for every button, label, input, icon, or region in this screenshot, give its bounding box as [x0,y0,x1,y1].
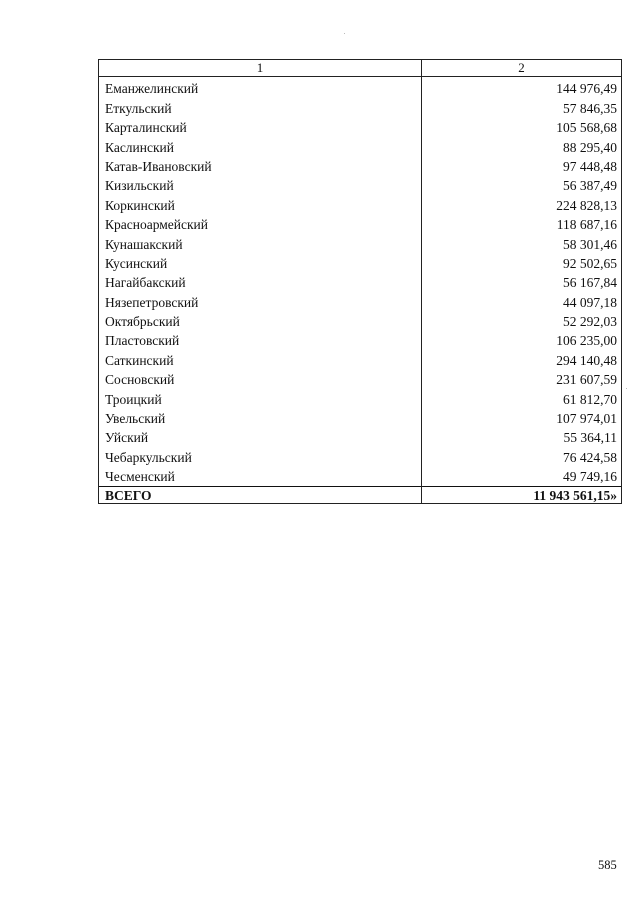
district-amount: 294 140,48 [422,350,622,369]
district-name: Каслинский [99,137,422,156]
column-header-1: 1 [99,60,422,77]
district-amount: 61 812,70 [422,389,622,408]
district-amount: 107 974,01 [422,409,622,428]
total-label: ВСЕГО [99,487,422,504]
table-row [99,157,622,176]
scan-speck [344,33,345,34]
district-name: Катав-Ивановский [99,157,422,176]
table-row [99,273,622,292]
district-name: Нагайбакский [99,273,422,292]
table-row [99,389,622,408]
table-row [99,447,622,466]
table-row [99,176,622,195]
table-row [99,370,622,389]
table-row [99,409,622,428]
district-amount: 56 387,49 [422,176,622,195]
table-row [99,331,622,350]
district-name: Нязепетровский [99,292,422,311]
table-row [99,98,622,117]
district-name: Чебаркульский [99,447,422,466]
district-amount: 44 097,18 [422,292,622,311]
district-name: Красноармейский [99,215,422,234]
district-name: Троицкий [99,389,422,408]
district-name: Еманжелинский [99,77,422,99]
district-amount: 97 448,48 [422,157,622,176]
district-name: Увельский [99,409,422,428]
district-name: Саткинский [99,350,422,369]
district-amount: 55 364,11 [422,428,622,447]
district-amount: 76 424,58 [422,447,622,466]
district-name: Пластовский [99,331,422,350]
district-amount: 57 846,35 [422,98,622,117]
scan-speck [626,388,627,389]
district-amount: 88 295,40 [422,137,622,156]
district-name: Октябрьский [99,312,422,331]
table-row [99,118,622,137]
page-number: 585 [598,858,617,872]
table-row [99,292,622,311]
table-row [99,215,622,234]
table-row [99,137,622,156]
district-amount: 144 976,49 [422,77,622,99]
district-amount: 231 607,59 [422,370,622,389]
table-row [99,77,622,99]
district-name: Кусинский [99,254,422,273]
district-amount: 52 292,03 [422,312,622,331]
total-row [99,487,622,504]
district-amount: 105 568,68 [422,118,622,137]
total-amount: 11 943 561,15» [422,487,622,504]
table-row [99,254,622,273]
table-row [99,312,622,331]
district-name: Коркинский [99,195,422,214]
table-row [99,234,622,253]
district-name: Сосновский [99,370,422,389]
district-name: Кунашакский [99,234,422,253]
district-name: Еткульский [99,98,422,117]
district-amount: 106 235,00 [422,331,622,350]
district-amount: 224 828,13 [422,195,622,214]
district-name: Кизильский [99,176,422,195]
table-header-row [99,60,622,77]
column-header-2: 2 [422,60,622,77]
district-amount: 58 301,46 [422,234,622,253]
district-name: Карталинский [99,118,422,137]
district-amount: 56 167,84 [422,273,622,292]
table-row [99,428,622,447]
district-amount: 92 502,65 [422,254,622,273]
table-row [99,350,622,369]
district-amount: 118 687,16 [422,215,622,234]
table-row [99,467,622,487]
budget-table [98,59,622,504]
district-name: Чесменский [99,467,422,487]
table-body [99,77,622,487]
district-name: Уйский [99,428,422,447]
district-amount: 49 749,16 [422,467,622,487]
table-row [99,195,622,214]
